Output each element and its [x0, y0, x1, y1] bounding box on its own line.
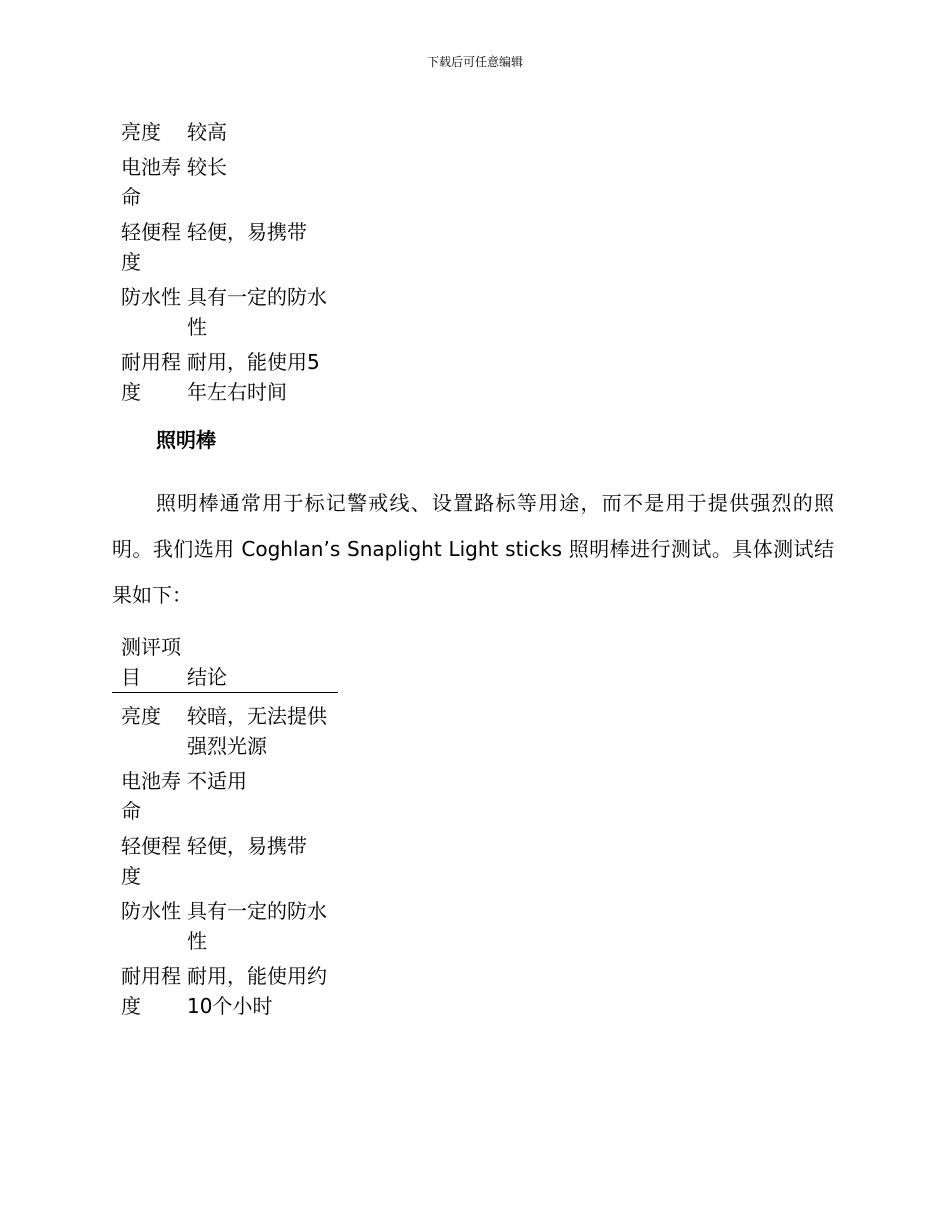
table-row: [112, 701, 338, 766]
header-result-cell: 结论: [187, 632, 338, 693]
item-cell: 轻便程度: [121, 220, 181, 274]
body-paragraph: 照明棒通常用于标记警戒线、设置路标等用途，而不是用于提供强烈的照明。我们选用 Coghlan’s Snaplight Light sticks 照明棒进行测试。具体测试结果如下：: [112, 491, 834, 607]
table-row: [112, 766, 338, 831]
item-cell: 轻便程度: [121, 834, 181, 888]
header-item-cell: 测评项目: [112, 632, 187, 693]
result-cell: 耐用，能使用5年左右时间: [187, 350, 320, 404]
spacer: [112, 693, 338, 702]
result-cell: 较高: [187, 120, 227, 144]
table-row: [112, 152, 338, 217]
flashlight-results-table: [112, 117, 338, 412]
table-row: [112, 217, 338, 282]
table-row: [112, 896, 338, 961]
item-cell: 防水性: [121, 285, 181, 309]
result-cell: 不适用: [187, 769, 247, 793]
result-cell: 轻便，易携带: [187, 220, 307, 244]
item-cell: 亮度: [121, 704, 161, 728]
table-row: [112, 347, 338, 412]
lightstick-results-table: [112, 632, 338, 1026]
table-row: [112, 117, 338, 152]
item-cell: 防水性: [121, 899, 181, 923]
item-cell: 亮度: [121, 120, 161, 144]
page-header: 下载后可任意编辑: [426, 55, 523, 69]
result-cell: 具有一定的防水性: [187, 285, 327, 339]
item-cell: 电池寿命: [121, 769, 181, 823]
item-cell: 耐用程度: [121, 964, 181, 1018]
result-cell: 较长: [187, 155, 227, 179]
result-cell: 轻便，易携带: [187, 834, 307, 858]
result-cell: 耐用，能使用约10个小时: [187, 964, 327, 1018]
table-row: [112, 282, 338, 347]
result-cell: 具有一定的防水性: [187, 899, 327, 953]
section-title: 照明棒: [156, 428, 216, 452]
table-row: [112, 961, 338, 1026]
table-row: [112, 831, 338, 896]
result-cell: 较暗，无法提供强烈光源: [187, 704, 327, 758]
table-header-row: [112, 632, 338, 693]
item-cell: 耐用程度: [121, 350, 181, 404]
item-cell: 电池寿命: [121, 155, 181, 209]
